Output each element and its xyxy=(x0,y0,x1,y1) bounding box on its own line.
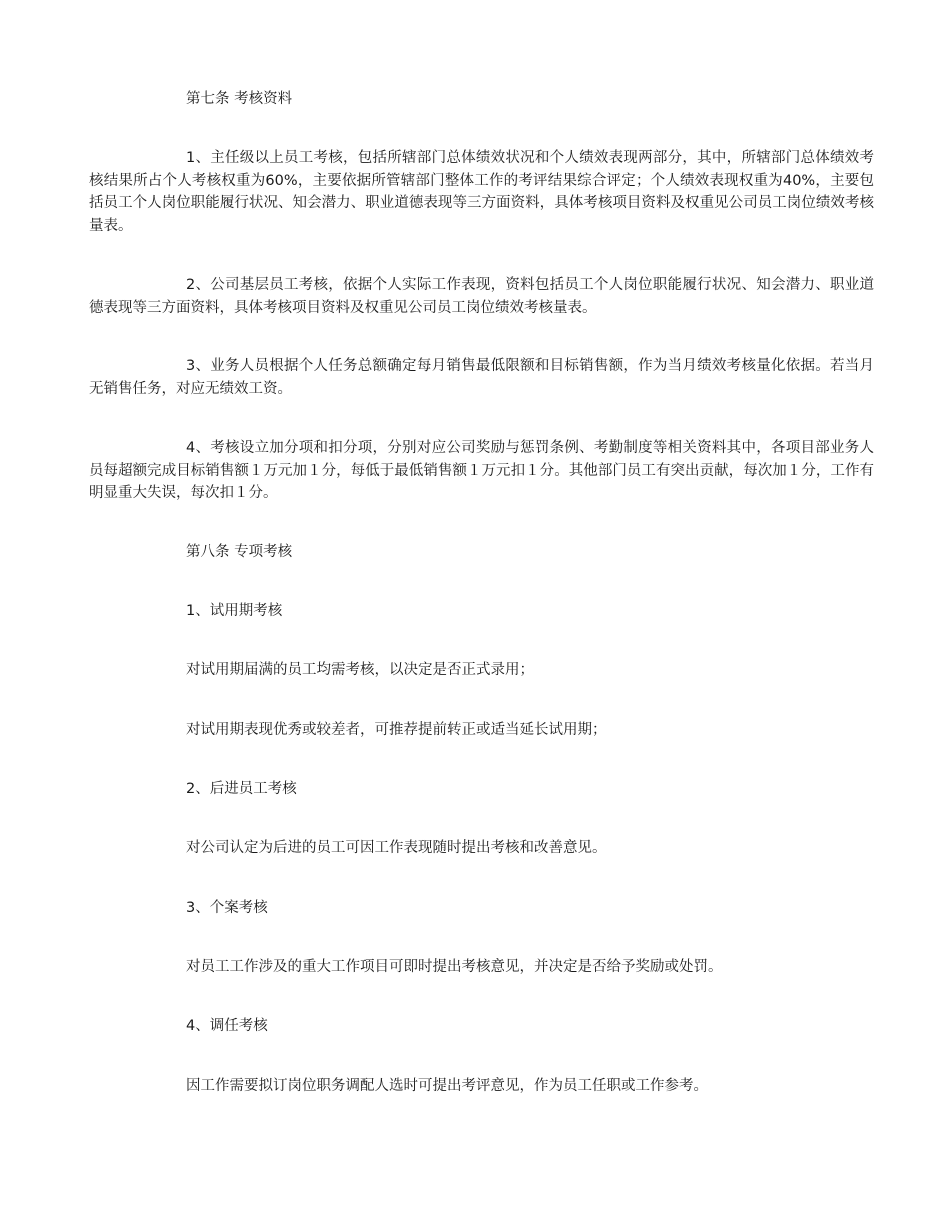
probation-review-title: 1、试用期考核 xyxy=(186,603,283,619)
article-7-item-2: 2、公司基层员工考核，依据个人实际工作表现，资料包括员工个人岗位职能履行状况、知会潜力、职业道德表现等三方面资料，具体考核项目资料及权重见公司员工岗位绩效考核量表。 xyxy=(89,277,874,316)
article-7-item-3: 3、业务人员根据个人任务总额确定每月销售最低限额和目标销售额，作为当月绩效考核量化依据。若当月无销售任务，对应无绩效工资。 xyxy=(89,358,874,397)
probation-review-line-2: 对试用期表现优秀或较差者，可推荐提前转正或适当延长试用期； xyxy=(186,722,607,738)
probation-review-line-1: 对试用期届满的员工均需考核，以决定是否正式录用； xyxy=(186,662,534,678)
article-7-item-4: 4、考核设立加分项和扣分项，分别对应公司奖励与惩罚条例、考勤制度等相关资料其中，各项目部业务人员每超额完成目标销售额１万元加１分，每低于最低销售额１万元扣１分。其他部门员工有突出贡献，每次加１分，工作有明显重大失误，每次扣１分。 xyxy=(89,440,874,501)
case-review-title: 3、个案考核 xyxy=(186,900,268,916)
transfer-review-title: 4、调任考核 xyxy=(186,1018,268,1034)
article-7-heading: 第七条 考核资料 xyxy=(186,91,293,107)
underperformer-review-line: 对公司认定为后进的员工可因工作表现随时提出考核和改善意见。 xyxy=(186,840,607,856)
transfer-review-line: 因工作需要拟订岗位职务调配人选时可提出考评意见，作为员工任职或工作参考。 xyxy=(186,1078,708,1094)
article-8-heading: 第八条 专项考核 xyxy=(186,544,293,560)
article-7-item-1: 1、主任级以上员工考核，包括所辖部门总体绩效状况和个人绩效表现两部分，其中，所辖部门总体绩效考核结果所占个人考核权重为60%，主要依据所管辖部门整体工作的考评结果综合评定；个人绩效表现权重为40%，主要包括员工个人岗位职能履行状况、知会潜力、职业道德表现等三方面资料，具体考核项目资料及权重见公司员工岗位绩效考核量表。 xyxy=(89,150,874,234)
case-review-line: 对员工工作涉及的重大工作项目可即时提出考核意见，并决定是否给予奖励或处罚。 xyxy=(186,959,723,975)
underperformer-review-title: 2、后进员工考核 xyxy=(186,781,297,797)
